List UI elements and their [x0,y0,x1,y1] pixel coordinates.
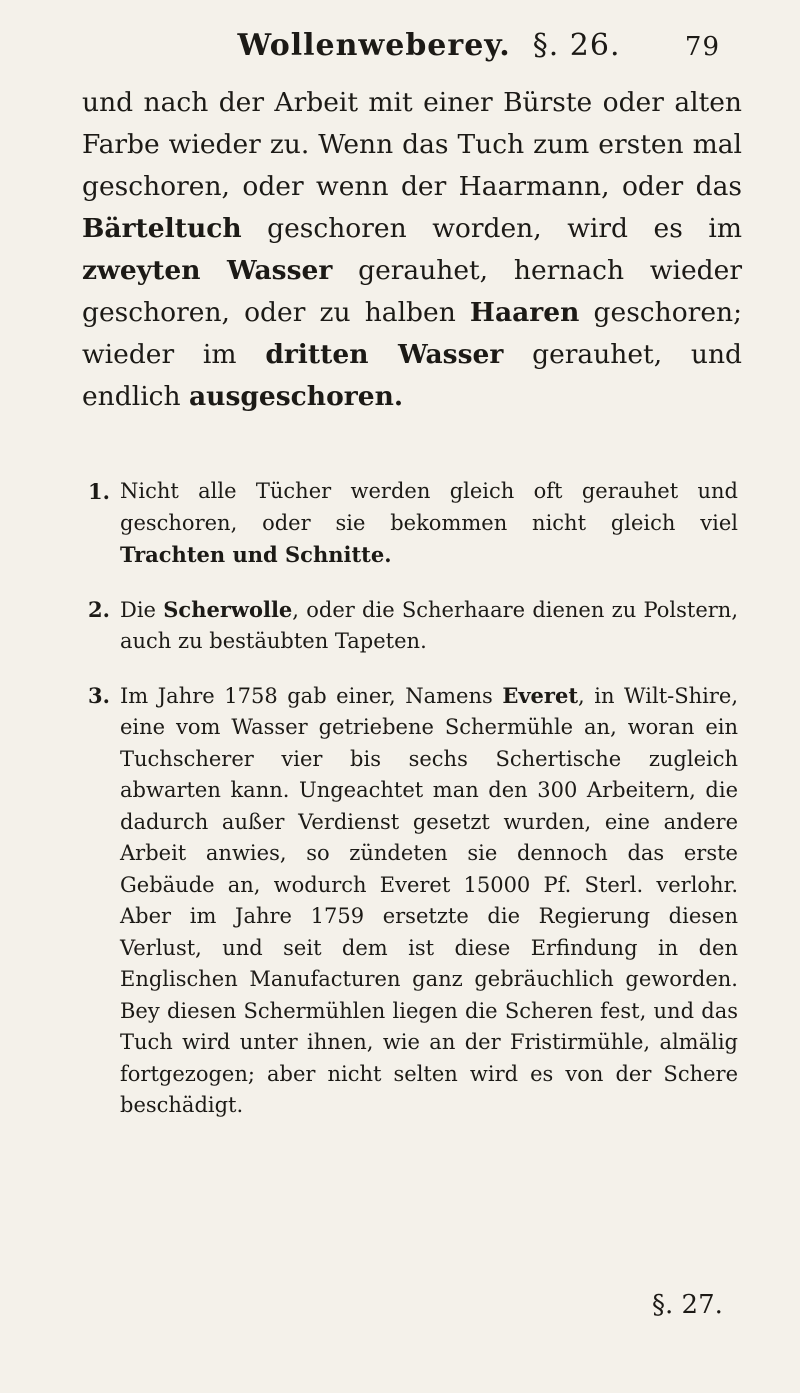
text-run: Nicht alle Tücher werden gleich oft gerauhet und geschoren, oder sie bekommen nicht gleich viel [120,479,738,535]
text-run: , oder die Scherhaare dienen zu Polstern, auch zu bestäubten Tapeten. [120,597,739,653]
running-header [138,28,720,63]
running-title: Wollenweberey. [237,28,511,63]
note-number: 2. [88,596,110,622]
text-run: gerauhet, hernach wieder geschoren, oder zu halben [82,255,742,328]
text-run: gerauhet, und endlich [82,339,742,412]
page-number: 79 [684,32,720,62]
emphasis-term: Everet [502,682,579,708]
main-paragraph [82,82,742,418]
note-text [120,594,738,658]
note-item [88,680,738,1122]
text-run: , in Wilt-Shire, eine vom Wasser getriebene Schermühle an, woran ein Tuchscherer vier bis sechs Schertische zugleich abwarten kann. Ungeachtet man den 300 Arbeitern, die dadurch außer Verdienst gesetzt wurden, eine andere Arbeit anwies, so zündeten sie dennoch das erste Gebäude an, wodurch Everet 15000 Pf. Sterl. verlohr. Aber im Jahre 1759 ersetzte die Regierung diesen Verlust, und seit dem ist diese Erfindung in den Englischen Manufacturen ganz gebräuchlich geworden. Bey diesen Schermühlen liegen die Scheren fest, und das Tuch wird unter ihnen, wie an der Fristirmühle, almälig fortgezogen; aber nicht selten wird es von der Schere beschädigt. [120,683,738,1117]
text-run: Die [120,597,164,622]
text-run: geschoren worden, wird es im [241,213,742,244]
note-number: 3. [88,682,110,708]
emphasis-term: Haaren [469,297,580,328]
notes-list [88,476,738,1144]
emphasis-term: Bärteltuch [82,213,242,244]
note-item [88,594,738,658]
emphasis-term: ausgeschoren. [189,381,404,412]
text-run: Im Jahre 1758 gab einer, Namens [120,683,503,708]
note-text [120,476,738,572]
emphasis-term: Trachten und Schnitte. [120,542,392,567]
emphasis-term: Scherwolle [163,596,293,622]
section-number: §. 26. [532,28,621,63]
note-item [88,476,738,572]
text-run: und nach der Arbeit mit einer Bürste oder alten Farbe wieder zu. Wenn das Tuch zum ersten mal geschoren, oder wenn der Haarmann, oder das [82,87,742,202]
note-number: 1. [88,479,110,504]
emphasis-term: dritten Wasser [265,339,504,370]
catchword: §. 27. [652,1290,723,1320]
text-run: geschoren; wieder im [82,297,742,370]
note-text [120,680,738,1122]
emphasis-term: zweyten Wasser [82,255,333,286]
